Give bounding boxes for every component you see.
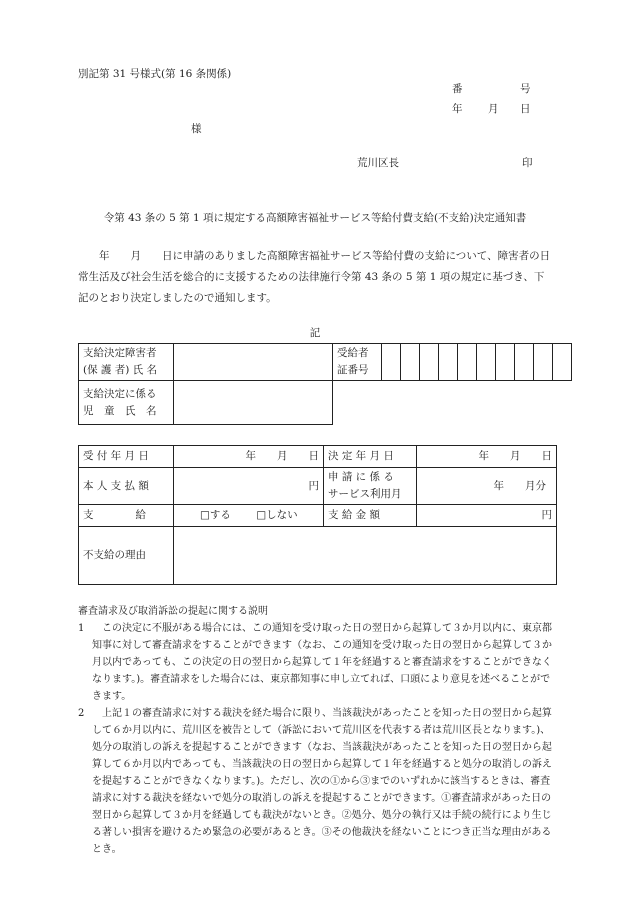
cert-digit-cell[interactable] xyxy=(458,344,477,381)
cert-digit-cell[interactable] xyxy=(534,344,553,381)
notes-heading: 審査請求及び取消訴訟の提起に関する説明 xyxy=(78,606,268,617)
child-label xyxy=(79,381,174,425)
decision-date-value[interactable]: 年 月 日 xyxy=(417,446,557,468)
note-text: この決定に不服がある場合には、この通知を受け取った日の翌日から起算して３か月以内に、東京都知事に対して審査請求をすることができます（なお、この通知を受け取った日の翌日から起算して３か月以内であっても、この決定の日の翌日から起算して１年を経過すると審査請求をすることができなくなります。)。審査請求をした場合には、東京都知事に申し立てれば、口頭により意見を述べることができます。 xyxy=(92,623,552,702)
recipient-label-line1: 支給決定障害者 xyxy=(83,347,157,359)
cert-digit-cell[interactable] xyxy=(420,344,439,381)
number-suffix: 号 xyxy=(520,83,531,95)
appeal-notes xyxy=(78,603,556,858)
cert-digit-cell[interactable] xyxy=(382,344,401,381)
child-label-line2: 児 童 氏 名 xyxy=(83,404,157,417)
payment-value[interactable]: 円 xyxy=(174,468,324,505)
cert-label-line1: 受給者 xyxy=(337,347,369,359)
cert-digit-cell[interactable] xyxy=(515,344,534,381)
cert-digit-cell[interactable] xyxy=(496,344,515,381)
seal-mark: 印 xyxy=(522,157,533,169)
document-title: 令第 43 条の 5 第 1 項に規定する高額障害福祉サービス等給付費支給(不支給)決定通知書 xyxy=(103,212,527,224)
date-year: 年 xyxy=(452,103,463,115)
number-label: 番 xyxy=(452,83,463,95)
service-month-value[interactable]: 年 月分 xyxy=(417,468,557,505)
note-item xyxy=(78,620,556,705)
reason-value[interactable] xyxy=(174,527,557,585)
number-line xyxy=(452,81,531,96)
date-month: 月 xyxy=(488,103,499,115)
recipient-label-line2: (保 護 者) 氏 名 xyxy=(83,364,158,376)
payment-status-label: 支 給 xyxy=(79,505,174,527)
amount-value[interactable]: 円 xyxy=(417,505,557,527)
cert-digit-cell[interactable] xyxy=(553,344,572,381)
cert-label-line2: 証番号 xyxy=(337,364,369,376)
cert-digit-cell[interactable] xyxy=(439,344,458,381)
service-month-label xyxy=(324,468,417,505)
payment-status-options xyxy=(174,505,324,527)
reason-label: 不支給の理由 xyxy=(79,527,174,585)
recipient-name-cell[interactable] xyxy=(174,344,333,381)
note-number: 2 xyxy=(78,708,85,719)
issue-date xyxy=(452,101,531,116)
recipient-table xyxy=(78,343,572,425)
received-date-label: 受 付 年 月 日 xyxy=(79,446,174,468)
option-yes[interactable]: □する xyxy=(200,509,231,521)
addressee-suffix: 様 xyxy=(191,123,202,135)
note-text: 上記１の審査請求に対する裁決を経た場合に限り、当該裁決があったことを知った日の翌日から起算して６か月以内に、荒川区を被告として（訴訟において荒川区を代表する者は荒川区長となります。)、処分の取消しの訴えを提起することができます（なお、当該裁決があったことを知った日の翌日から起算して６か月以内であっても、当該裁決の日の翌日から起算して１年を経過すると処分の取消しの訴えを提起することができなくなります。)。ただし、次の①から③までのいずれかに該当するときは、審査請求に対する裁決を経ないで処分の取消しの訴えを提起することができます。①審査請求があった日の翌日から起算して３か月を経過しても裁決がないとき。②処分、処分の執行又は手続の続行により生じる著しい損害を避けるため緊急の必要があるとき。③その他裁決を経ないことにつき正当な理由があるとき。 xyxy=(92,708,552,855)
service-month-label-line2: サービス利用月 xyxy=(328,488,402,500)
service-month-label-line1: 申 請 に 係 る xyxy=(328,471,394,483)
date-day: 日 xyxy=(520,103,531,115)
ki-heading: 記 xyxy=(309,327,321,339)
payment-label: 本 人 支 払 額 xyxy=(79,468,174,505)
note-number: 1 xyxy=(78,623,85,634)
recipient-label xyxy=(79,344,174,381)
form-id: 別記第 31 号様式(第 16 条関係) xyxy=(78,68,232,80)
decision-date-label: 決 定 年 月 日 xyxy=(324,446,417,468)
note-item xyxy=(78,705,556,858)
cert-digit-cell[interactable] xyxy=(401,344,420,381)
amount-label: 支 給 金 額 xyxy=(324,505,417,527)
received-date-value[interactable]: 年 月 日 xyxy=(174,446,324,468)
decision-table xyxy=(78,445,557,585)
issuer: 荒川区長 xyxy=(357,157,399,169)
cert-label xyxy=(333,344,382,381)
child-label-line1: 支給決定に係る xyxy=(83,387,157,400)
body-paragraph: 年 月 日に申請のありました高額障害福祉サービス等給付費の支給について、障害者の日常生活及び社会生活を総合的に支援するための法律施行令第 43 条の 5 第 1 項の規定に基づき、下記のとおり決定しましたので通知します。 xyxy=(78,250,551,304)
option-no[interactable]: □しない xyxy=(256,509,298,521)
cert-digit-cell[interactable] xyxy=(477,344,496,381)
child-name-cell[interactable] xyxy=(174,381,333,425)
